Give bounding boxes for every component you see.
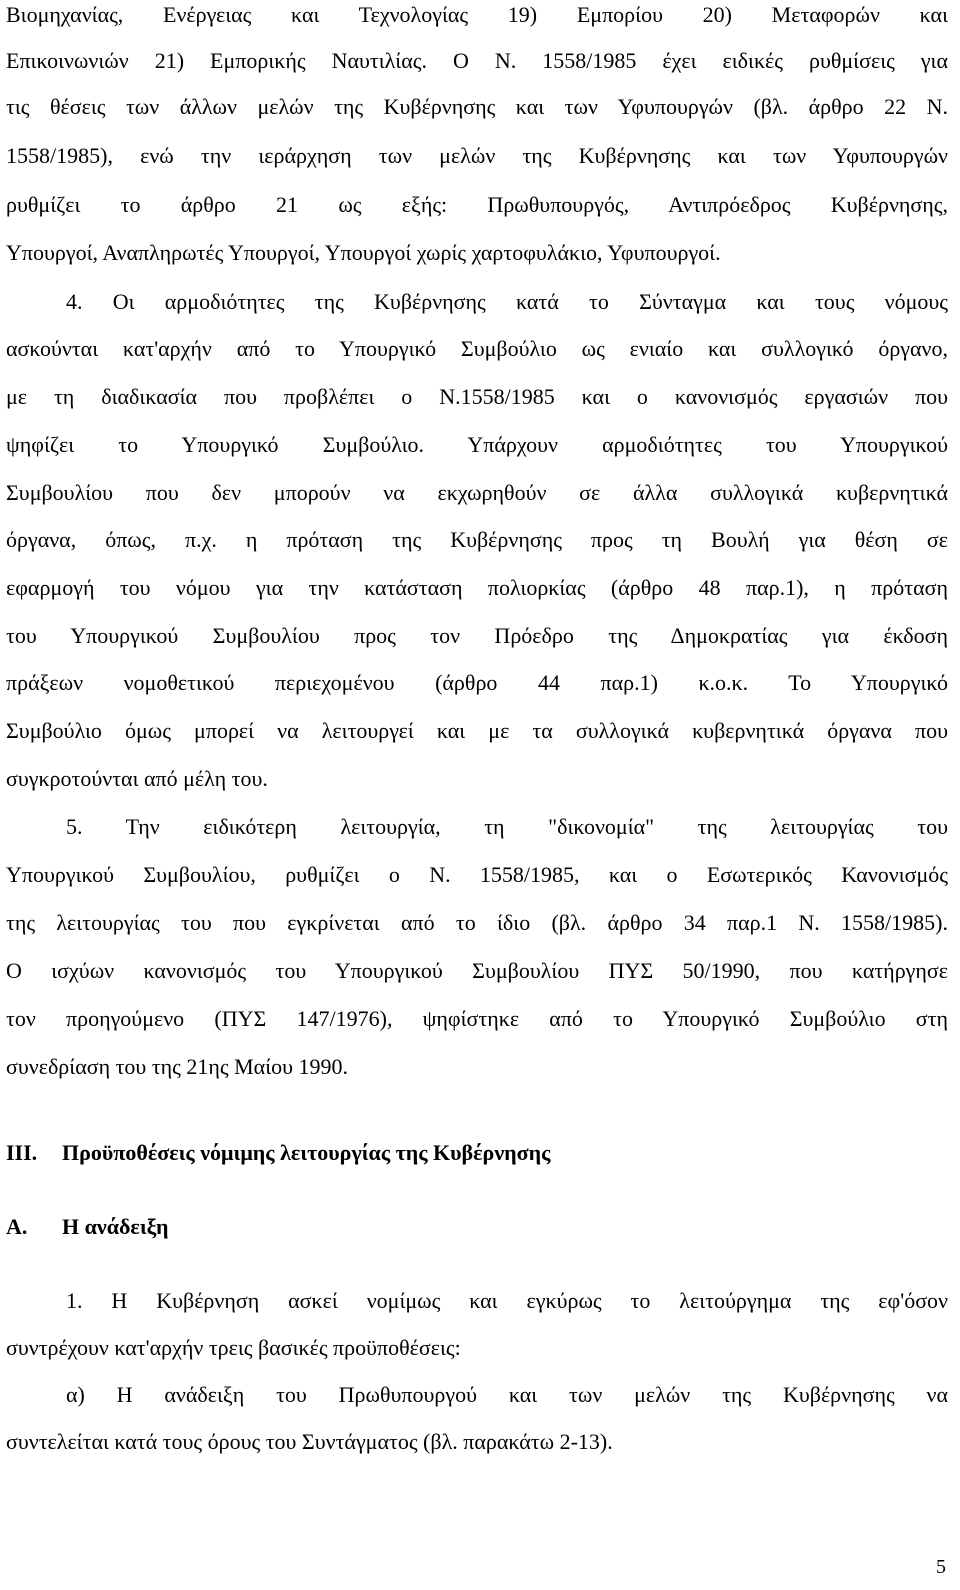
text-line: 1558/1985), ενώ την ιεράρχηση των μελών της Κυβέρνησης και των Υφυπουργών [6, 143, 948, 168]
text-line: τις θέσεις των άλλων μελών της Κυβέρνησης και των Υφυπουργών (βλ. άρθρο 22 Ν. [6, 94, 948, 119]
paragraph-4-line: εφαρμογή του νόμου για την κατάσταση πολιορκίας (άρθρο 48 παρ.1), η πρόταση [6, 575, 948, 600]
subsection-number: Α. [6, 1214, 28, 1239]
paragraph-4-line: Συμβουλίου που δεν μπορούν να εκχωρηθούν σε άλλα συλλογικά κυβερνητικά [6, 480, 948, 505]
paragraph-4-line: του Υπουργικού Συμβουλίου προς τον Πρόεδρο της Δημοκρατίας για έκδοση [6, 623, 948, 648]
paragraph-4-line: ασκούνται κατ'αρχήν από το Υπουργικό Συμβούλιο ως ενιαίο και συλλογικό όργανο, [6, 336, 948, 361]
text-line: Επικοινωνιών 21) Εμπορικής Ναυτιλίας. Ο Ν. 1558/1985 έχει ειδικές ρυθμίσεις για [6, 48, 948, 73]
section-number: ΙΙΙ. [6, 1140, 38, 1165]
paragraph-1-line: 1. Η Κυβέρνηση ασκεί νομίμως και εγκύρως το λειτούργημα της εφ'όσον [66, 1288, 948, 1313]
paragraph-4-line: 4. Οι αρμοδιότητες της Κυβέρνησης κατά το Σύνταγμα και τους νόμους [66, 289, 948, 314]
subsection-title: Η ανάδειξη [62, 1214, 169, 1239]
text-line: Βιομηχανίας, Ενέργειας και Τεχνολογίας 19) Εμπορίου 20) Μεταφορών και [6, 2, 948, 27]
paragraph-5-line: Υπουργικού Συμβουλίου, ρυθμίζει ο Ν. 1558/1985, και ο Εσωτερικός Κανονισμός [6, 862, 948, 887]
paragraph-5-line: συνεδρίαση του της 21ης Μαίου 1990. [6, 1054, 348, 1079]
text-line: Υπουργοί, Αναπληρωτές Υπουργοί, Υπουργοί χωρίς χαρτοφυλάκιο, Υφυπουργοί. [6, 240, 721, 265]
page-number: 5 [936, 1556, 946, 1578]
paragraph-5-line: 5. Την ειδικότερη λειτουργία, τη "δικονομία" της λειτουργίας του [66, 814, 948, 839]
section-heading [6, 1140, 550, 1166]
paragraph-4-line: συγκροτούνται από μέλη του. [6, 766, 268, 791]
paragraph-1-line: α) Η ανάδειξη του Πρωθυπουργού και των μελών της Κυβέρνησης να [66, 1382, 948, 1407]
paragraph-4-line: Συμβούλιο όμως μπορεί να λειτουργεί και με τα συλλογικά κυβερνητικά όργανα που [6, 718, 948, 743]
subsection-heading [6, 1214, 168, 1240]
section-title: Προϋποθέσεις νόμιμης λειτουργίας της Κυβέρνησης [62, 1140, 551, 1165]
paragraph-1-line: συντρέχουν κατ'αρχήν τρεις βασικές προϋποθέσεις: [6, 1335, 461, 1360]
paragraph-4-line: ψηφίζει το Υπουργικό Συμβούλιο. Υπάρχουν αρμοδιότητες του Υπουργικού [6, 432, 948, 457]
paragraph-4-line: όργανα, όπως, π.χ. η πρόταση της Κυβέρνησης προς τη Βουλή για θέση σε [6, 527, 948, 552]
paragraph-4-line: πράξεων νομοθετικού περιεχομένου (άρθρο 44 παρ.1) κ.ο.κ. Το Υπουργικό [6, 670, 948, 695]
paragraph-4-line: με τη διαδικασία που προβλέπει ο Ν.1558/1985 και ο κανονισμός εργασιών που [6, 384, 948, 409]
paragraph-5-line: τον προηγούμενο (ΠΥΣ 147/1976), ψηφίστηκε από το Υπουργικό Συμβούλιο στη [6, 1006, 948, 1031]
paragraph-5-line: της λειτουργίας του που εγκρίνεται από το ίδιο (βλ. άρθρο 34 παρ.1 Ν. 1558/1985). [6, 910, 948, 935]
paragraph-1-line: συντελείται κατά τους όρους του Συντάγματος (βλ. παρακάτω 2-13). [6, 1429, 613, 1454]
paragraph-5-line: Ο ισχύων κανονισμός του Υπουργικού Συμβουλίου ΠΥΣ 50/1990, που κατήργησε [6, 958, 948, 983]
text-line: ρυθμίζει το άρθρο 21 ως εξής: Πρωθυπουργός, Αντιπρόεδρος Κυβέρνησης, [6, 192, 948, 217]
